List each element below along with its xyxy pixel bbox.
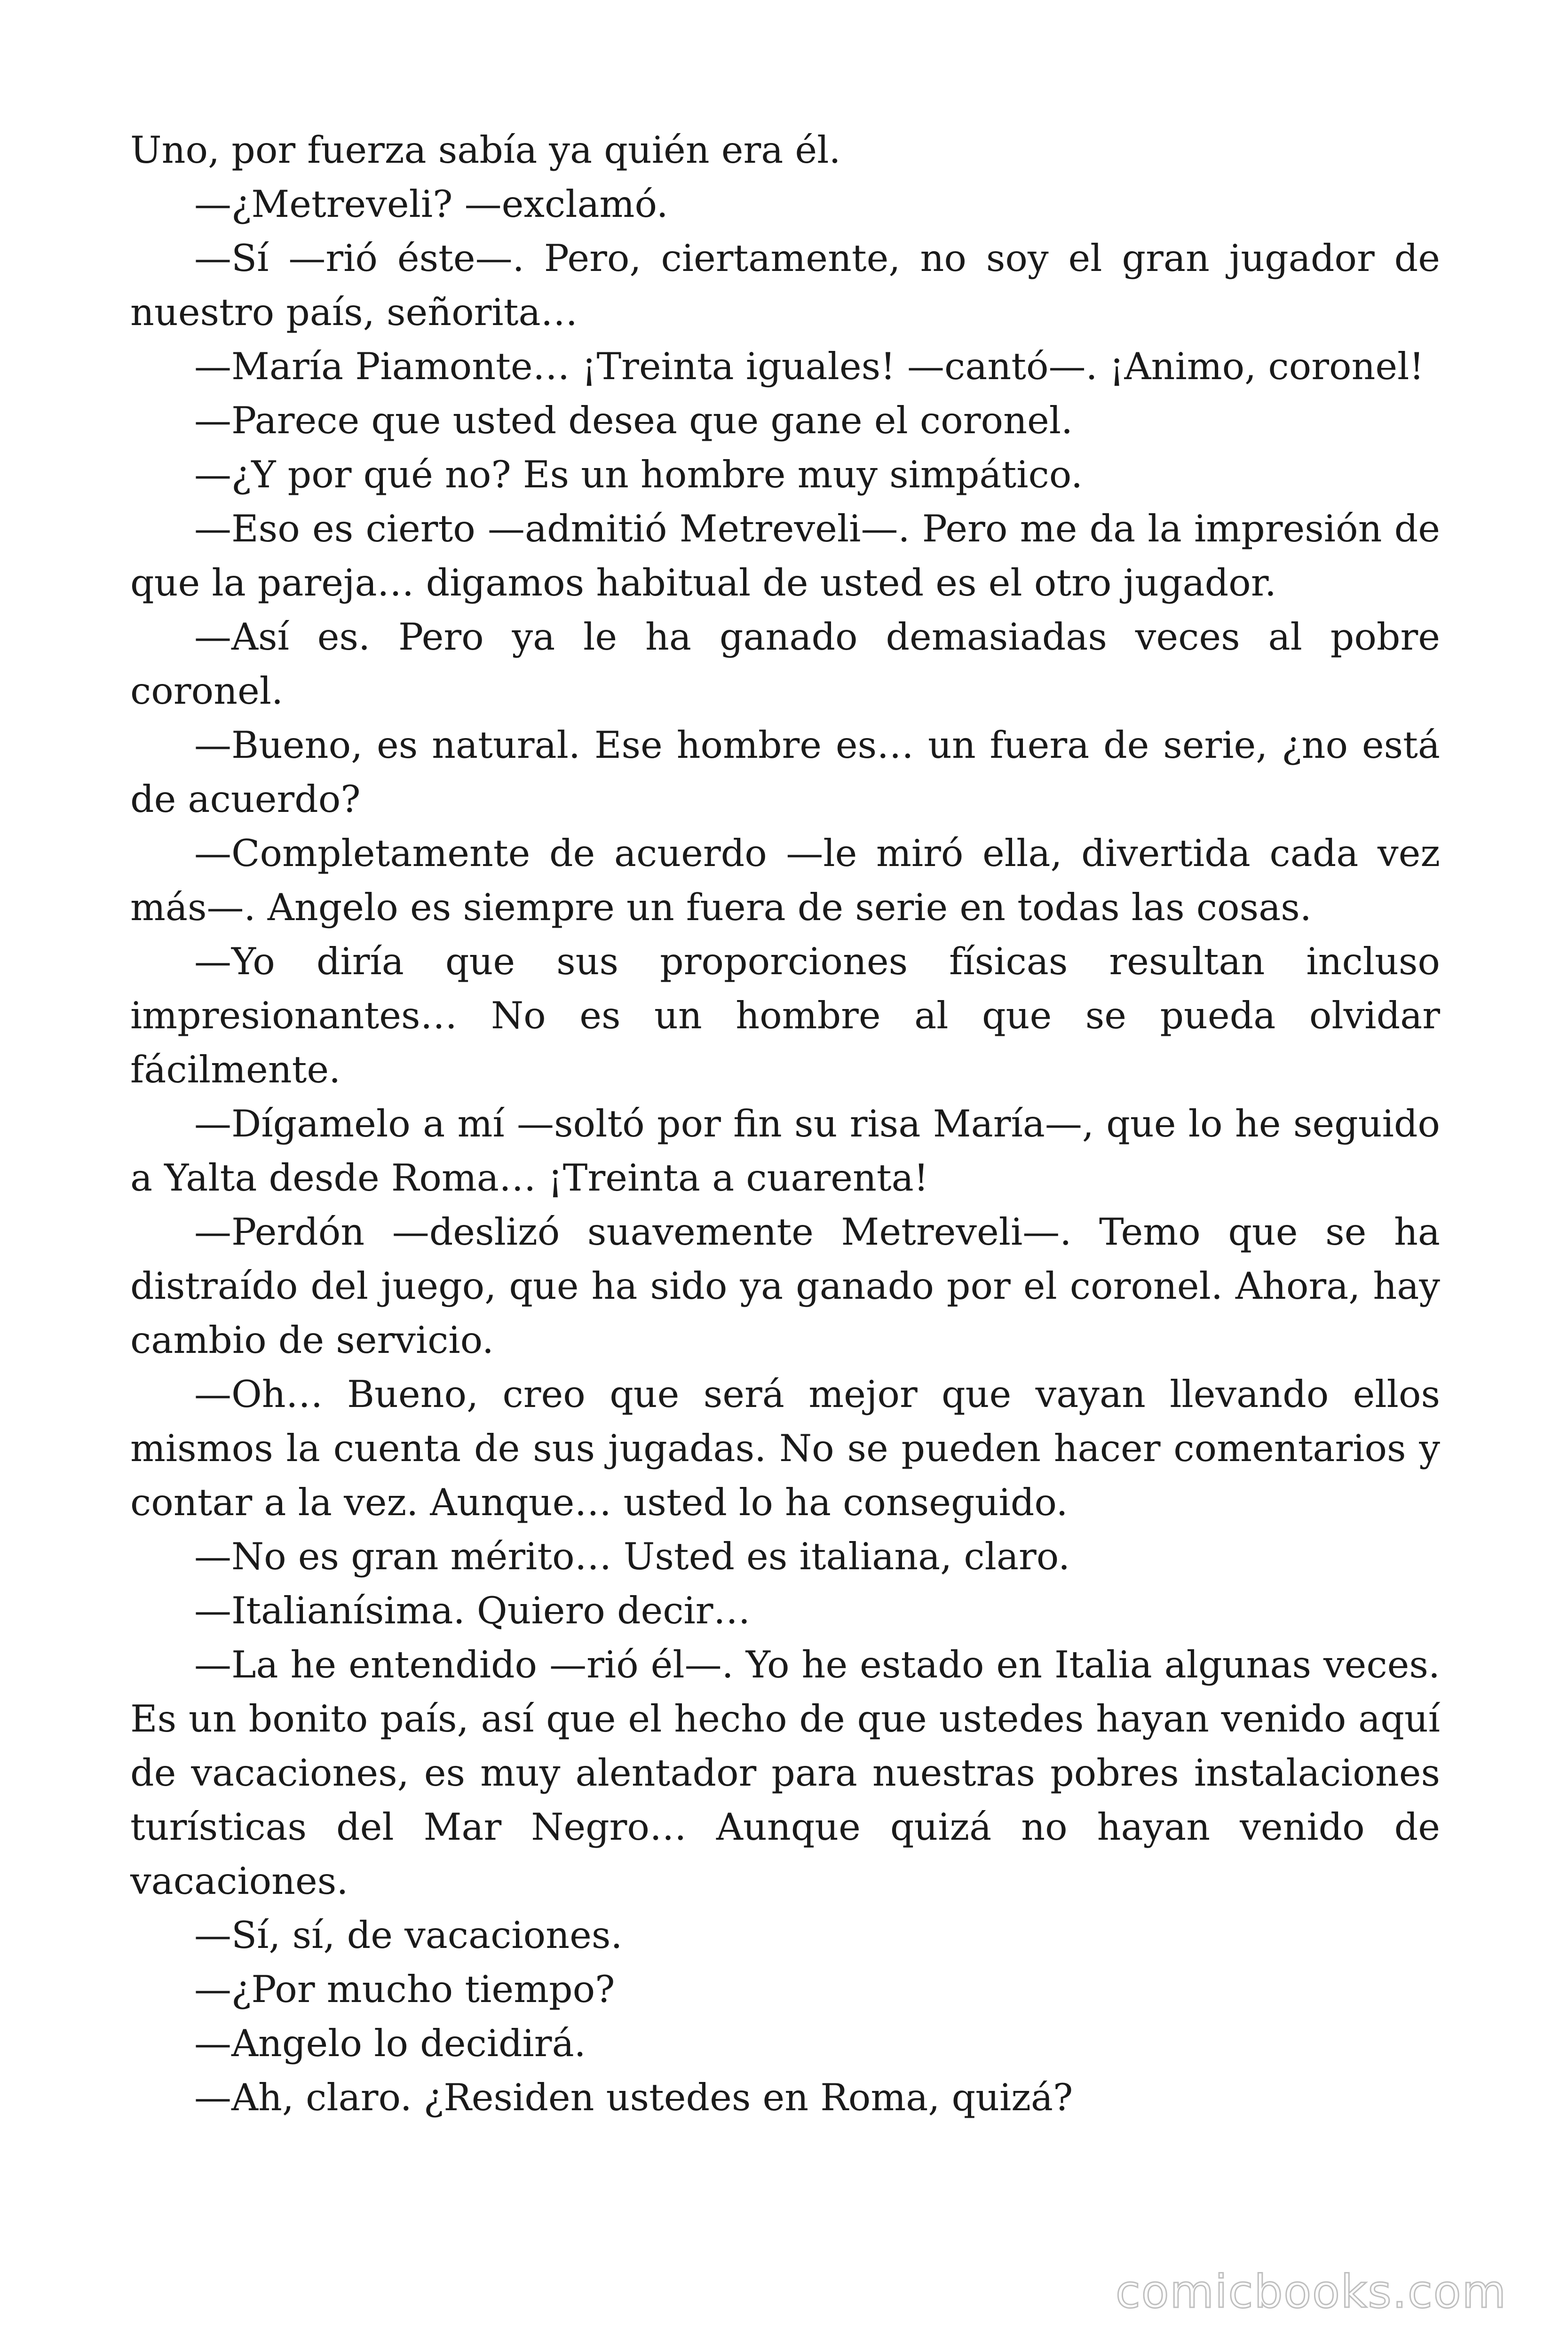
paragraph: —¿Y por qué no? Es un hombre muy simpático. xyxy=(194,453,1083,496)
paragraph: —No es gran mérito… Usted es italiana, claro. xyxy=(194,1535,1070,1578)
paragraph: —Yo diría que sus proporciones físicas resultan incluso impresionantes… No es un hombre al que se pueda olvidar fácilmente. xyxy=(130,940,1440,1091)
paragraph: —¿Por mucho tiempo? xyxy=(194,1968,615,2011)
paragraph: —Eso es cierto —admitió Metreveli—. Pero me da la impresión de que la pareja… digamos habitual de usted es el otro jugador. xyxy=(130,507,1440,604)
paragraph: —Sí, sí, de vacaciones. xyxy=(194,1914,623,1957)
watermark: comicbooks.com xyxy=(1115,2265,1507,2318)
paragraph: Uno, por fuerza sabía ya quién era él. xyxy=(130,128,841,172)
paragraph: —Perdón —deslizó suavemente Metreveli—. Temo que se ha distraído del juego, que ha sido ya ganado por el coronel. Ahora, hay cambio de servicio. xyxy=(130,1210,1440,1362)
paragraph: —¿Metreveli? —exclamó. xyxy=(194,183,668,226)
paragraph: —María Piamonte… ¡Treinta iguales! —cantó—. ¡Animo, coronel! xyxy=(194,345,1425,388)
body-text xyxy=(130,123,1440,2125)
paragraph: —La he entendido —rió él—. Yo he estado en Italia algunas veces. Es un bonito país, así que el hecho de que ustedes hayan venido aquí de vacaciones, es muy alentador para nuestras pobres instalaciones turísticas del Mar Negro… Aunque quizá no hayan venido de vacaciones. xyxy=(130,1643,1440,1903)
paragraph: —Angelo lo decidirá. xyxy=(194,2022,586,2065)
paragraph: —Bueno, es natural. Ese hombre es… un fuera de serie, ¿no está de acuerdo? xyxy=(130,723,1440,821)
paragraph: —Completamente de acuerdo —le miró ella, divertida cada vez más—. Angelo es siempre un fuera de serie en todas las cosas. xyxy=(130,832,1440,929)
paragraph: —Oh… Bueno, creo que será mejor que vayan llevando ellos mismos la cuenta de sus jugadas. No se pueden hacer comentarios y contar a la vez. Aunque… usted lo ha conseguido. xyxy=(130,1373,1440,1524)
paragraph: —Italianísima. Quiero decir… xyxy=(194,1589,751,1632)
paragraph: —Ah, claro. ¿Residen ustedes en Roma, quizá? xyxy=(194,2076,1073,2119)
paragraph: —Dígamelo a mí —soltó por fin su risa María—, que lo he seguido a Yalta desde Roma… ¡Treinta a cuarenta! xyxy=(130,1102,1440,1200)
paragraph: —Sí —rió éste—. Pero, ciertamente, no soy el gran jugador de nuestro país, señorita… xyxy=(130,237,1440,334)
paragraph: —Así es. Pero ya le ha ganado demasiadas veces al pobre coronel. xyxy=(130,615,1440,713)
paragraph: —Parece que usted desea que gane el coronel. xyxy=(194,399,1073,442)
